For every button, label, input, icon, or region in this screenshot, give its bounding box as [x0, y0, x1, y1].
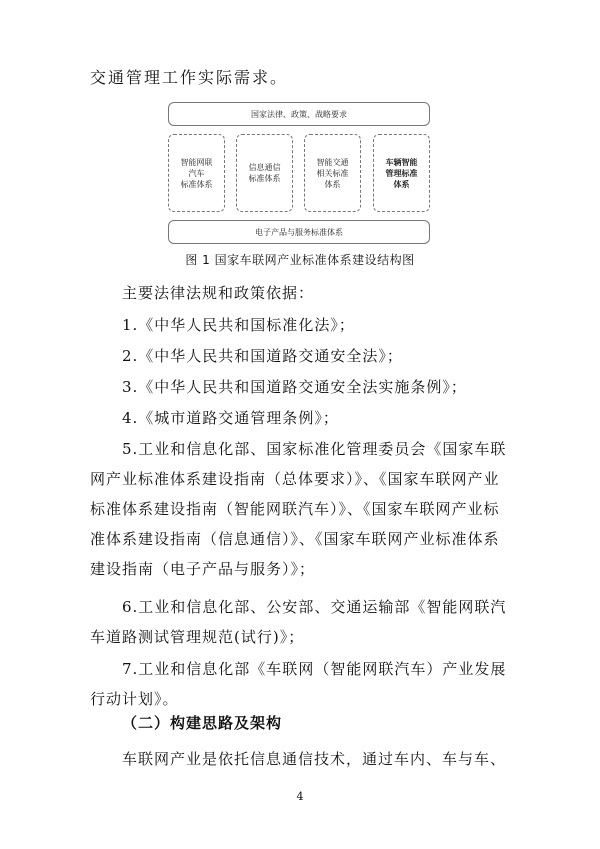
basis-item-line: 车道路测试管理规范(试行)》； [90, 628, 305, 646]
basis-item-line: 准体系建设指南（信息通信）》、《国家车联网产业标准体系 [90, 530, 500, 548]
diagram-column-1-label: 智能网联 汽车 标准体系 [180, 157, 213, 189]
basis-item-3 [90, 374, 510, 400]
diagram-top-box [168, 102, 430, 126]
basis-intro [90, 280, 510, 306]
basis-item-line: 网产业标准体系建设指南（总体要求）》、《国家车联网产业 [90, 470, 500, 488]
basis-item-line: 6.工业和信息化部、公安部、交通运输部《智能网联汽 [122, 598, 507, 616]
basis-item-line: 3.《中华人民共和国道路交通安全法实施条例》； [122, 378, 467, 396]
basis-item-4 [90, 405, 510, 431]
basis-item-6 [90, 592, 510, 652]
diagram-bottom-box [168, 220, 430, 244]
basis-item-7 [90, 654, 510, 714]
basis-item-line: 5.工业和信息化部、国家标准化管理委员会《国家车联 [122, 440, 507, 458]
basis-item-line: 标准体系建设指南（智能网联汽车）》、《国家车联网产业标 [90, 500, 500, 518]
closing-paragraph [90, 746, 510, 772]
structure-diagram [168, 102, 430, 244]
basis-item-2 [90, 343, 510, 369]
figure-caption: 图 1 国家车联网产业标准体系建设结构图 [185, 253, 415, 267]
diagram-column-4-label: 车辆智能 管理标准 体系 [385, 156, 418, 189]
basis-item-line: 4.《城市道路交通管理条例》； [122, 409, 339, 427]
diagram-column-1 [168, 134, 225, 212]
section-heading: （二）构建思路及架构 [122, 714, 283, 732]
diagram-top-label: 国家法律、政策、战略要求 [251, 109, 347, 119]
diagram-column-3-label: 智能交通 相关标准 体系 [316, 157, 349, 189]
diagram-column-3 [304, 134, 361, 212]
diagram-column-4 [373, 134, 430, 212]
closing-line: 车联网产业是依托信息通信技术，通过车内、车与车、 [122, 750, 507, 768]
basis-intro-text: 主要法律法规和政策依据： [122, 284, 315, 302]
intro-line: 交通管理工作实际需求。 [90, 68, 289, 87]
diagram-bottom-label: 电子产品与服务标准体系 [255, 227, 343, 237]
basis-item-5 [90, 434, 510, 584]
diagram-column-2-label: 信息通信 标准体系 [248, 163, 281, 183]
basis-item-line: 1.《中华人民共和国标准化法》； [122, 316, 355, 334]
basis-item-1 [90, 312, 510, 338]
basis-item-line: 7.工业和信息化部《车联网（智能网联汽车）产业发展 [122, 660, 507, 678]
basis-item-line: 行动计划》。 [90, 690, 179, 708]
page-number: 4 [296, 790, 304, 803]
basis-item-line: 建设指南（电子产品与服务）》； [90, 560, 316, 578]
diagram-column-2 [236, 134, 293, 212]
basis-item-line: 2.《中华人民共和国道路交通安全法》； [122, 347, 403, 365]
